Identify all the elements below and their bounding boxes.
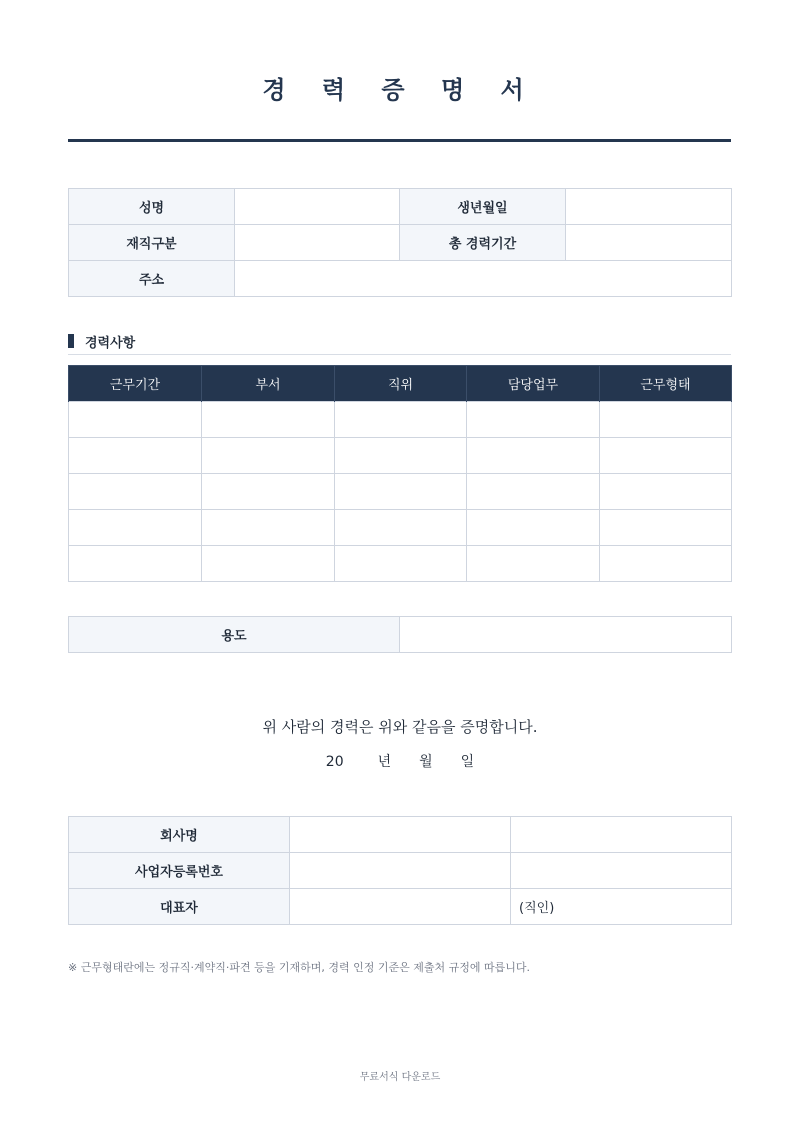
birth-date-label: 생년월일 <box>400 189 566 225</box>
table-cell[interactable] <box>202 510 335 546</box>
table-row <box>69 510 732 546</box>
day-unit: 일 <box>460 754 475 770</box>
table-row <box>69 189 732 225</box>
table-cell[interactable] <box>335 510 467 546</box>
business-number-label: 사업자등록번호 <box>69 853 290 889</box>
table-row <box>69 817 732 853</box>
table-cell[interactable] <box>335 438 467 474</box>
career-header-row <box>69 366 732 402</box>
table-cell[interactable] <box>69 438 202 474</box>
header-position: 직위 <box>335 366 467 402</box>
table-row <box>69 438 732 474</box>
section-marker <box>68 334 74 348</box>
purpose-table <box>68 616 732 653</box>
employment-type-label: 재직구분 <box>69 225 235 261</box>
table-cell[interactable] <box>467 546 600 582</box>
table-cell[interactable] <box>600 438 732 474</box>
table-cell[interactable] <box>600 474 732 510</box>
company-info-table <box>68 816 732 925</box>
table-cell[interactable] <box>202 402 335 438</box>
table-row <box>69 617 732 653</box>
year-prefix: 20 <box>325 754 344 770</box>
business-number-field[interactable] <box>290 853 511 889</box>
issue-date <box>0 751 800 771</box>
table-row <box>69 474 732 510</box>
company-name-field[interactable] <box>290 817 511 853</box>
company-seal: (직인) <box>511 889 732 925</box>
header-work-period: 근무기간 <box>69 366 202 402</box>
total-career-label: 총 경력기간 <box>400 225 566 261</box>
table-row <box>69 402 732 438</box>
table-cell[interactable] <box>335 474 467 510</box>
name-field[interactable] <box>235 189 400 225</box>
employment-type-field[interactable] <box>235 225 400 261</box>
document-title: 경 력 증 명 서 <box>262 76 538 104</box>
career-table <box>68 365 732 582</box>
table-cell[interactable] <box>335 546 467 582</box>
table-cell[interactable] <box>600 402 732 438</box>
company-name-label: 회사명 <box>69 817 290 853</box>
table-row <box>69 546 732 582</box>
table-cell[interactable] <box>467 402 600 438</box>
header-work-type: 근무형태 <box>600 366 732 402</box>
footnote: ※ 근무형태란에는 정규직·계약직·파견 등을 기재하며, 경력 인정 기준은 제출처 규정에 따릅니다. <box>68 961 530 974</box>
ceo-name-field[interactable] <box>290 889 511 925</box>
career-section-title: 경력사항 <box>85 336 136 351</box>
table-cell[interactable] <box>69 546 202 582</box>
address-label: 주소 <box>69 261 235 297</box>
table-cell[interactable] <box>467 510 600 546</box>
name-label: 성명 <box>69 189 235 225</box>
company-name-extra-field[interactable] <box>511 817 732 853</box>
total-career-field[interactable] <box>566 225 732 261</box>
certification-statement: 위 사람의 경력은 위와 같음을 증명합니다. <box>262 718 538 736</box>
table-cell[interactable] <box>467 474 600 510</box>
month-unit: 월 <box>419 754 433 770</box>
table-cell[interactable] <box>69 402 202 438</box>
personal-info-table <box>68 188 732 297</box>
purpose-field[interactable] <box>400 617 732 653</box>
purpose-label: 용도 <box>69 617 400 653</box>
address-field[interactable] <box>235 261 732 297</box>
table-cell[interactable] <box>202 438 335 474</box>
table-cell[interactable] <box>335 402 467 438</box>
career-section-header <box>68 332 731 355</box>
ceo-label: 대표자 <box>69 889 290 925</box>
table-row <box>69 889 732 925</box>
table-row <box>69 261 732 297</box>
table-cell[interactable] <box>600 510 732 546</box>
table-cell[interactable] <box>467 438 600 474</box>
table-cell[interactable] <box>202 474 335 510</box>
year-unit: 년 <box>377 754 392 770</box>
header-duties: 담당업무 <box>467 366 600 402</box>
birth-date-field[interactable] <box>566 189 732 225</box>
footer-text: 무료서식 다운로드 <box>359 1072 441 1083</box>
business-number-extra-field[interactable] <box>511 853 732 889</box>
table-row <box>69 853 732 889</box>
table-cell[interactable] <box>69 510 202 546</box>
title-divider <box>68 139 731 142</box>
table-cell[interactable] <box>600 546 732 582</box>
table-row <box>69 225 732 261</box>
table-cell[interactable] <box>202 546 335 582</box>
table-cell[interactable] <box>69 474 202 510</box>
header-department: 부서 <box>202 366 335 402</box>
